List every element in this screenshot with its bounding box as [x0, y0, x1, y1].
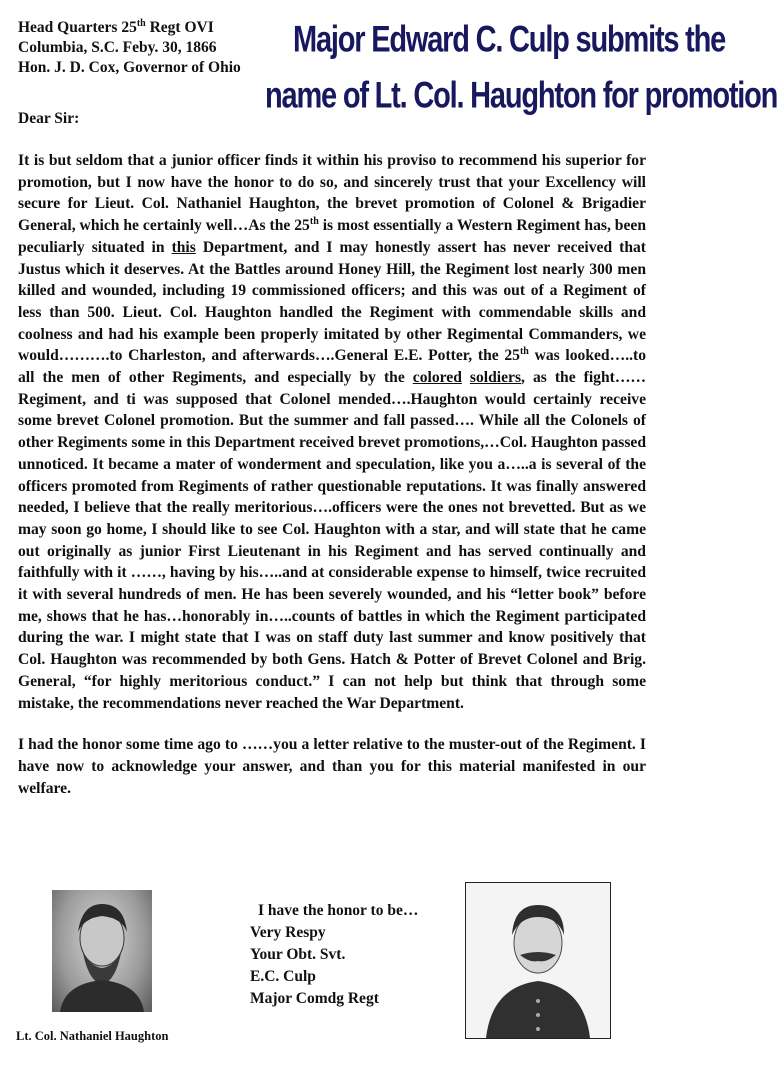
- portrait-haughton: [52, 890, 152, 1012]
- portrait-culp: [465, 882, 611, 1039]
- letter-body: [18, 150, 646, 799]
- title-line-2: name of Lt. Col. Haughton for promotion: [265, 75, 777, 117]
- closing-line: Your Obt. Svt.: [250, 946, 346, 963]
- letter-header: [18, 18, 241, 78]
- closing-line: I have the honor to be…: [258, 902, 419, 919]
- header-line-recipient: Hon. J. D. Cox, Governor of Ohio: [18, 59, 241, 76]
- header-line-hq: Head Quarters 25th Regt OVI: [18, 17, 214, 36]
- closing-rank: Major Comdg Regt: [250, 990, 379, 1007]
- body-paragraph-2: I had the honor some time ago to ……you a letter relative to the muster-out of the Regiment. I have now to acknowledge your answer, and than you for this material manifested in our welfare.: [18, 736, 646, 797]
- salutation: Dear Sir:: [18, 110, 80, 127]
- portrait-haughton-drawing: [52, 890, 152, 1012]
- closing-line: Very Respy: [250, 924, 326, 941]
- closing-block: [250, 900, 418, 1010]
- page-title: [265, 12, 777, 124]
- body-paragraph-1: It is but seldom that a junior officer finds it within his proviso to recommend his superior for promotion, but I now have the honor to do so, and sincerely trust that your Excellency will secure for Lieut. Col. Nathaniel Haughton, the brevet promotion of Colonel & Brigadier General, which he certainly well…As the 25th is most essentially a Western Regiment has, been peculiarly situated in this Department, and I may honestly assert has never received that Justus which it deserves. At the Battles around Honey Hill, the Regiment lost nearly 300 men killed and wounded, including 19 commissioned officers; and this was out of a Regiment of less than 500. Lieut. Col. Haughton handled the Regiment with commendable skills and coolness and had his example been properly imitated by other Regimental Commanders, we would……….to Charleston, and afterwards….General E.E. Potter, the 25th was looked…..to all the men of other Regiments, and especially by the colored soldiers, as the fight……Regiment, and ti was supposed that Colonel mended….Haughton would certainly receive some brevet Colonel promotion. But the summer and fall passed…. While all the Colonels of other Regiments some in this Department received brevet promotions,…Col. Haughton passed unnoticed. It became a mater of wonderment and speculation, like you a…..a is several of the officers promoted from Regiments of rather questionable reputations. It was finally answered needed, I believe that the really meritorious….officers were the ones not brevetted. But as we may soon go home, I should like to see Col. Haughton with a star, and will state that he came out originally as junior First Lieutenant in his Regiment and has served continually and faithfully with it ……, having by his…..and at considerable expense to himself, twice recruited it with several hundreds of men. He has been severely wounded, and his “letter book” before me, shows that he has…honorably in…..counts of battles in which the Regiment participated during the war. I might state that I was on staff duty last summer and know positively that Col. Haughton was recommended by both Gens. Hatch & Potter of Brevet Colonel and Brig. General, “for highly meritorious conduct.” I can not help but think that through some mistake, the recommendations never reached the War Department.: [18, 152, 647, 712]
- header-line-date: Columbia, S.C. Feby. 30, 1866: [18, 39, 217, 56]
- title-line-1: Major Edward C. Culp submits the: [293, 19, 726, 61]
- portrait-caption: Lt. Col. Nathaniel Haughton: [16, 1029, 169, 1043]
- portrait-culp-drawing: [466, 883, 610, 1038]
- closing-signature: E.C. Culp: [250, 968, 316, 985]
